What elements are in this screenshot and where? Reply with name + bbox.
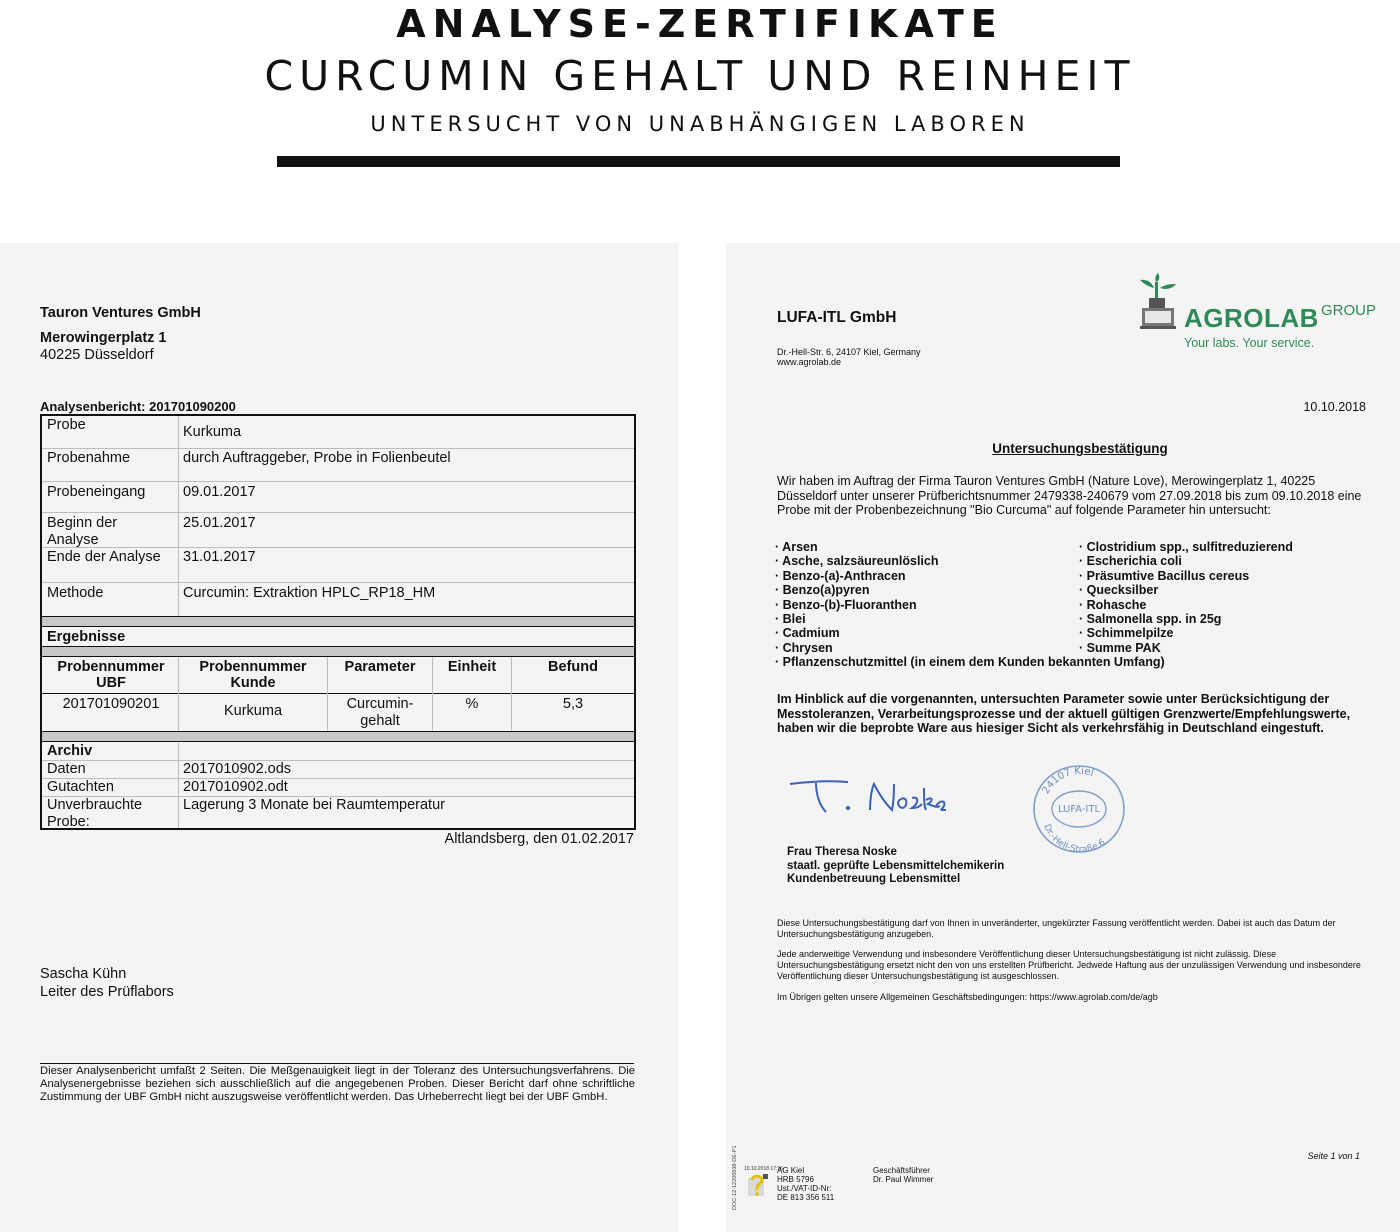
finding-value: 5,3 <box>562 696 584 712</box>
disclaimer-usage: Jede anderweitige Verwendung und insbesondere Veröffentlichung dieser Untersuchungsbestätigung ist nicht zulässig. Diese Untersuchungsbestätigung ersetzt nicht den von uns erstellten Prüfbericht. Jedwede Haftung aus der unzulässigen Verwendung und insbesondere Veröffentlichung dieser Untersuchungsbestätigung ist ausgeschlossen. <box>777 949 1361 981</box>
accreditation-date: 10.10.2018 17:16 <box>744 1166 783 1172</box>
registry-line: Ust./VAT-ID-Nr: <box>777 1184 832 1193</box>
results-row <box>42 694 634 731</box>
table-row <box>42 779 634 797</box>
list-item: · Benzo-(a)-Anthracen <box>775 569 906 583</box>
parameter-name: Cadmium <box>782 626 840 640</box>
page-tagline: UNTERSUCHT VON UNABHÄNGIGEN LABOREN <box>370 112 1030 136</box>
list-item: · Schimmelpilze <box>1079 626 1174 640</box>
row-label: Ende der Analyse <box>47 549 161 565</box>
report-number: Analysenbericht: 201701090200 <box>40 399 236 414</box>
parameter-name: Salmonella spp. in 25g <box>1086 612 1222 626</box>
results-heading: Ergebnisse <box>47 629 126 645</box>
parameter-name: Benzo(a)pyren <box>782 583 870 597</box>
row-value: 31.01.2017 <box>183 549 256 565</box>
table-row <box>42 513 634 548</box>
list-item: · Arsen <box>775 540 818 554</box>
row-label: Unverbrauchte Probe: <box>47 797 143 830</box>
signer-name: Sascha Kühn <box>40 966 127 982</box>
parameter-name: Benzo-(a)-Anthracen <box>782 569 906 583</box>
lab-website: www.agrolab.de <box>777 357 842 367</box>
client-street: Merowingerplatz 1 <box>40 330 167 346</box>
parameter-name: Escherichia coli <box>1086 554 1182 568</box>
list-item: · Blei <box>775 612 806 626</box>
footer-note: Dieser Analysenbericht umfaßt 2 Seiten. Die Meßgenauigkeit liegt in der Toleranz des Untersuchungsverfahrens. Die Analysenergebnisse beziehen sich ausschließlich auf die angegebenen Proben. Dieser Bericht darf ohne schriftliche Zustimmung der UBF GmbH nicht auszugsweise veröffentlicht werden. Das Urheberrecht liegt bei der UBF GmbH. <box>40 1065 635 1103</box>
parameter-name: Quecksilber <box>1086 583 1159 597</box>
parameter-name: Summe PAK <box>1086 641 1161 655</box>
table-row <box>42 548 634 583</box>
management-line: Dr. Paul Wimmer <box>873 1175 934 1184</box>
list-item: · Rohasche <box>1079 598 1147 612</box>
list-item: · Quecksilber <box>1079 583 1159 597</box>
agrolab-tagline: Your labs. Your service. <box>1184 336 1315 350</box>
sample-number-ubf: 201701090201 <box>62 696 160 712</box>
signer-title: Leiter des Prüflabors <box>40 984 174 1000</box>
parameter-name: Blei <box>782 612 806 626</box>
parameter-name: Pflanzenschutzmittel (in einem dem Kunden bekannten Umfang) <box>782 655 1165 669</box>
analysis-report-table <box>40 414 636 830</box>
table-row <box>42 449 634 482</box>
registry-line: HRB 5796 <box>777 1175 814 1184</box>
section-separator <box>42 646 634 657</box>
parameter-name: Schimmelpilze <box>1086 626 1174 640</box>
agrolab-logo-icon <box>1136 272 1182 330</box>
row-value: 09.01.2017 <box>183 484 256 500</box>
signer-title-right: staatl. geprüfte Lebensmittelchemikerin <box>787 860 1005 872</box>
row-value: durch Auftraggeber, Probe in Folienbeutel <box>183 450 451 466</box>
table-row <box>42 583 634 615</box>
row-label: Methode <box>47 585 104 601</box>
list-item: · Benzo(a)pyren <box>775 583 870 597</box>
disclaimer-publication: Diese Untersuchungsbestätigung darf von Ihnen in unveränderter, ungekürzter Fassung veröffentlicht werden. Dabei ist auch das Datum der Untersuchungsbestätigung anzugeben. <box>777 918 1336 939</box>
list-item: · Clostridium spp., sulfitreduzierend <box>1079 540 1293 554</box>
page-subtitle: CURCUMIN GEHALT UND REINHEIT <box>264 52 1136 100</box>
confirmation-heading: Untersuchungsbestätigung <box>992 441 1168 456</box>
signer-department: Kundenbetreuung Lebensmittel <box>787 873 961 885</box>
list-item: · Pflanzenschutzmittel (in einem dem Kunden bekannten Umfang) <box>775 655 1165 669</box>
registry-line: DE 813 356 511 <box>777 1193 835 1202</box>
parameter-name: Rohasche <box>1086 598 1147 612</box>
parameter-name: Clostridium spp., sulfitreduzierend <box>1086 540 1293 554</box>
section-separator <box>42 616 634 627</box>
conclusion-text: Im Hinblick auf die vorgenannten, untersuchten Parameter sowie unter Berücksichtigung der Messtoleranzen, Verarbeitungsprozesse und der aktuell gültigen Grenzwerte/Empfehlungswerte, haben wir die beprobte Ware aus hiesiger Sicht als verkehrsfähig in Deutschland eingestuft. <box>777 692 1351 736</box>
results-col-header: Probennummer Kunde <box>199 659 307 691</box>
archive-heading: Archiv <box>47 743 93 759</box>
row-label: Probe <box>47 417 86 433</box>
list-item: · Cadmium <box>775 626 840 640</box>
disclaimer-terms: Im Übrigen gelten unsere Allgemeinen Geschäftsbedingungen: https://www.agrolab.com/de/agb <box>777 992 1158 1002</box>
sample-number-customer: Kurkuma <box>223 703 283 719</box>
results-col-header: Parameter <box>344 659 416 675</box>
parameter-name: Arsen <box>782 540 818 554</box>
confirmation-intro: Wir haben im Auftrag der Firma Tauron Ventures GmbH (Nature Love), Merowingerplatz 1, 40225 Düsseldorf unter unserer Prüfberichtsnummer 2479338-240679 vom 27.09.2018 bis zum 09.10.2018 eine Probe mit der Probenbezeichnung "Bio Curcuma" auf folgende Parameter hin untersucht: <box>777 474 1362 518</box>
list-item: · Benzo-(b)-Fluoranthen <box>775 598 917 612</box>
row-label: Gutachten <box>47 779 114 795</box>
row-value: Curcumin: Extraktion HPLC_RP18_HM <box>183 585 436 601</box>
parameter-name: Benzo-(b)-Fluoranthen <box>782 598 917 612</box>
results-col-header: Befund <box>548 659 598 675</box>
list-item: · Präsumtive Bacillus cereus <box>1079 569 1250 583</box>
list-item: · Asche, salzsäureunlöslich <box>775 554 939 568</box>
parameter-name: Chrysen <box>782 641 833 655</box>
footer-rule <box>40 1063 634 1064</box>
registry-info <box>777 1166 834 1202</box>
table-row <box>42 797 634 828</box>
document-date: 10.10.2018 <box>1303 400 1366 414</box>
row-value: Kurkuma <box>183 424 242 440</box>
client-city: 40225 Düsseldorf <box>40 347 154 363</box>
parameter-name: Asche, salzsäureunlöslich <box>782 554 939 568</box>
stamp-center-text: LUFA-ITL <box>1057 804 1101 815</box>
row-value: 2017010902.ods <box>183 761 292 777</box>
list-item: · Escherichia coli <box>1079 554 1182 568</box>
handwritten-signature <box>786 770 951 825</box>
parameter-value: Curcumin-gehalt <box>346 696 414 729</box>
agrolab-logo-text: AGROLAB <box>1184 303 1319 333</box>
table-row <box>42 761 634 779</box>
row-label: Beginn der Analyse <box>47 515 118 548</box>
lab-address: Dr.-Hell-Str. 6, 24107 Kiel, Germany <box>777 347 921 357</box>
svg-text:Dr.-Hell-Straße 6 <box>1041 823 1107 855</box>
management-line: Geschäftsführer <box>873 1166 930 1175</box>
results-col-header: Einheit <box>447 659 497 675</box>
management-info <box>873 1166 933 1184</box>
results-col-header: Probennummer UBF <box>57 659 165 691</box>
row-label: Probenahme <box>47 450 131 466</box>
accreditation-mark-icon <box>746 1172 770 1198</box>
row-value: Lagerung 3 Monate bei Raumtemperatur <box>183 797 445 813</box>
agrolab-group-text: GROUP <box>1321 302 1377 319</box>
list-item: · Summe PAK <box>1079 641 1161 655</box>
row-value: 25.01.2017 <box>183 515 256 531</box>
row-label: Daten <box>47 761 86 777</box>
row-label: Probeneingang <box>47 484 146 500</box>
lab-name: LUFA-ITL GmbH <box>777 309 897 326</box>
header-divider <box>277 156 1120 167</box>
document-code: DOC-12-12206838-DE-P1 <box>732 1145 738 1210</box>
list-item: · Salmonella spp. in 25g <box>1079 612 1222 626</box>
table-row <box>42 743 634 761</box>
list-item: · Chrysen <box>775 641 833 655</box>
results-header-row <box>42 657 634 694</box>
stamp-bottom-text: Dr.-Hell-Straße 6 <box>1041 822 1108 856</box>
unit-value: % <box>465 696 479 712</box>
parameter-name: Präsumtive Bacillus cereus <box>1086 569 1250 583</box>
client-company: Tauron Ventures GmbH <box>40 305 201 321</box>
stamp-top-text: 24107 Kiel <box>1040 765 1096 796</box>
registry-line: AG Kiel <box>777 1166 805 1175</box>
signer-name-right: Frau Theresa Noske <box>787 846 897 858</box>
lab-stamp <box>1030 762 1128 856</box>
row-value: 2017010902.odt <box>183 779 288 795</box>
place-date: Altlandsberg, den 01.02.2017 <box>444 831 634 847</box>
table-row <box>42 482 634 513</box>
table-row <box>42 416 634 449</box>
page-title: ANALYSE-ZERTIFIKATE <box>396 2 1004 46</box>
certificate-right <box>726 243 1400 1232</box>
page-number: Seite 1 von 1 <box>1307 1151 1360 1161</box>
section-separator <box>42 731 634 742</box>
